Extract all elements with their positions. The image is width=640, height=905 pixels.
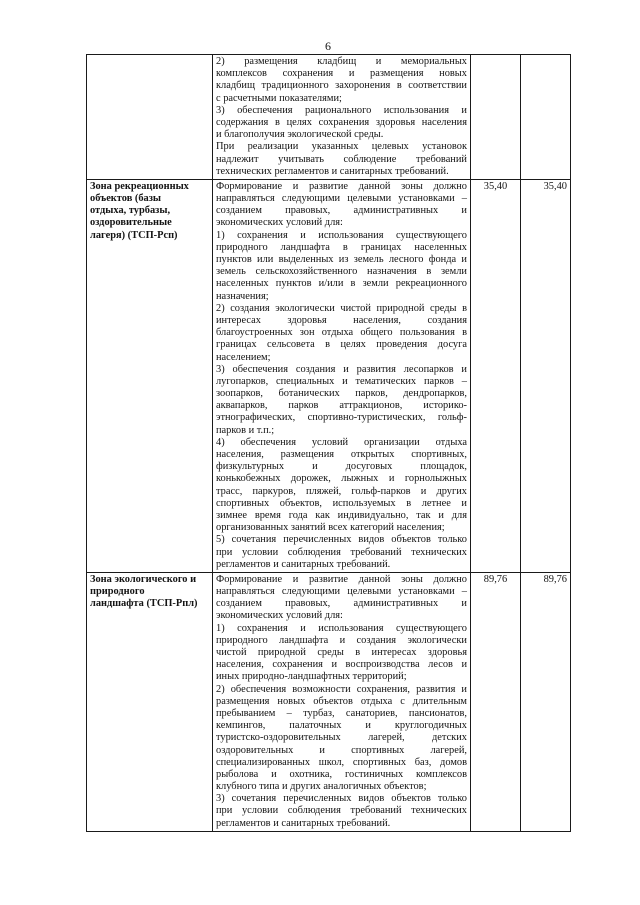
description-line: надлежит учитывать соблюдение требований — [216, 153, 467, 165]
zone-name-line: объектов (базы — [90, 193, 162, 205]
description-line: направляться следующими целевыми установками – — [216, 193, 467, 205]
description-line: экономических условий для: — [216, 610, 343, 622]
description-line: населенных пунктов и/или в земли рекреационного — [216, 278, 467, 290]
zone-name-line: лагеря) (ТСП-Рсп) — [90, 229, 178, 241]
description-line: физкультурных и досуговых площадок, — [216, 461, 467, 473]
description-cell — [213, 572, 471, 831]
description-line: при условии соблюдения требований технических — [216, 805, 467, 817]
area-value-cell-2 — [521, 55, 571, 180]
description-paragraph — [216, 303, 467, 364]
description-line: Формирование и развитие данной зоны должно — [216, 180, 467, 192]
zone-name-cell — [87, 179, 213, 572]
description-line: 3) сочетания перечисленных видов объектов только — [216, 793, 467, 805]
zone-name-line: природного — [90, 586, 145, 598]
table-row — [87, 179, 571, 572]
description-line: природного ландшафта в границах населенных — [216, 241, 467, 253]
description-paragraph — [216, 230, 467, 303]
description-line: кладбищ традиционного захоронения в соответствии — [216, 80, 467, 92]
description-line: 2) обеспечения возможности сохранения, развития и — [216, 683, 467, 695]
description-line: направляться следующими целевыми установками – — [216, 586, 467, 598]
description-line: комплексов сохранения и размещения новых — [216, 68, 467, 80]
description-paragraph — [216, 437, 467, 535]
description-line: аквапарков, парков аттракционов, историко- — [216, 400, 467, 412]
description-line: туристско-оздоровительных лагерей, детских — [216, 732, 467, 744]
description-line: 3) обеспечения рационального использования и — [216, 104, 467, 116]
area-value: 35,40 — [543, 180, 567, 192]
area-value-cell-1 — [471, 179, 521, 572]
description-line: этнографических, спортивно-туристических, гольф- — [216, 412, 467, 424]
description-line: чистой природной среды в интересах здоровья — [216, 647, 467, 658]
description-line: интересах здоровья населения, создания — [216, 314, 467, 326]
description-line: спортивных объектов, используемых в летнее и — [216, 497, 467, 509]
description-paragraph — [216, 181, 467, 230]
table-body — [87, 55, 571, 832]
area-value-cell-2 — [521, 572, 571, 831]
description-paragraph — [216, 105, 467, 142]
description-line: экономических условий для: — [216, 217, 343, 229]
description-paragraph — [216, 684, 467, 794]
description-line: созданием правовых, административных и — [216, 598, 467, 610]
description-line: 2) размещения кладбищ и мемориальных — [216, 56, 467, 67]
description-line: при условии соблюдения требований технических — [216, 546, 467, 558]
page-number: 6 — [325, 39, 331, 53]
description-line: трасс, паркуров, пляжей, гольф-парков и других — [216, 485, 467, 497]
description-line: пребыванием – турбаз, санаториев, пансионатов, — [216, 707, 467, 719]
description-line: Формирование и развитие данной зоны должно — [216, 573, 467, 585]
description-line: организованных занятий всех категорий населения; — [216, 522, 445, 534]
area-value: 35,40 — [483, 180, 508, 192]
table-row — [87, 55, 571, 180]
description-line: зимнее время года как индивидуально, так и для — [216, 509, 467, 521]
description-cell — [213, 179, 471, 572]
description-paragraph — [216, 623, 467, 684]
description-paragraph — [216, 141, 467, 178]
description-paragraph — [216, 56, 467, 105]
description-line: клубного типа и других аналогичных объектов; — [216, 781, 427, 793]
description-line: природного ландшафта и создания экологически — [216, 634, 467, 646]
zone-name-line: оздоровительные — [90, 217, 172, 229]
description-line: населения, сохранения и воспроизводства лесов и — [216, 659, 467, 671]
description-line: оздоровительных и спортивных лагерей, — [216, 744, 467, 756]
description-line: парков и т.п.; — [216, 424, 275, 436]
description-line: иных природно-ландшафтных территорий; — [216, 671, 407, 683]
description-paragraph — [216, 364, 467, 437]
description-line: 2) создания экологически чистой природной среды в — [216, 302, 467, 314]
description-line: 4) обеспечения условий организации отдыха — [216, 436, 467, 448]
description-line: содержания в целях сохранения здоровья населения — [216, 116, 467, 128]
description-line: населения, размещения открытых спортивных, — [216, 449, 467, 460]
description-line: 1) сохранения и использования существующего — [216, 229, 467, 241]
description-line: специализированных школ, спортивных баз, домов — [216, 756, 467, 768]
description-line: регламентов и санитарных требований. — [216, 558, 391, 570]
area-value: 89,76 — [483, 573, 508, 585]
description-paragraph — [216, 574, 467, 623]
description-line: конькобежных дорожек, лыжных и горнолыжных — [216, 473, 467, 485]
description-line: населением; — [216, 351, 271, 363]
description-cell — [213, 55, 471, 180]
description-line: земель сельскохозяйственного назначения в земли — [216, 266, 467, 278]
zoning-table — [86, 54, 571, 832]
table-row — [87, 572, 571, 831]
description-line: технических регламентов и санитарных требований. — [216, 165, 449, 177]
zone-name-cell — [87, 572, 213, 831]
description-paragraph — [216, 534, 467, 571]
zone-name-line: Зона рекреационных — [90, 180, 189, 192]
description-line: При реализации указанных целевых установок — [216, 141, 467, 153]
description-line: благоустроенных зон отдыха общего пользования в — [216, 327, 467, 339]
description-line: лугопарков, специальных и тематических парков – — [216, 375, 467, 387]
area-value-cell-1 — [471, 55, 521, 180]
description-line: рыболова и охотника, гостиничных комплексов — [216, 768, 467, 780]
zone-name-line: отдыха, турбазы, — [90, 205, 171, 217]
description-line: с расчетными показателями; — [216, 92, 342, 104]
description-line: 5) сочетания перечисленных видов объектов только — [216, 534, 467, 546]
description-line: пунктов или выделенных из земель лесного фонда и — [216, 254, 467, 265]
zone-name-cell — [87, 55, 213, 180]
area-value: 89,76 — [543, 573, 567, 585]
description-line: назначения; — [216, 290, 269, 302]
description-line: 3) обеспечения создания и развития лесопарков и — [216, 363, 467, 375]
zone-name-line: Зона экологического и — [90, 573, 197, 585]
description-line: регламентов и санитарных требований. — [216, 817, 391, 829]
area-value-cell-1 — [471, 572, 521, 831]
description-line: и благополучия экологической среды. — [216, 129, 384, 141]
description-line: границах сельсовета в целях проведения досуга — [216, 339, 467, 351]
description-paragraph — [216, 793, 467, 830]
description-line: размещения новых объектов отдыха с длительным — [216, 695, 467, 707]
description-line: кемпингов, палаточных и круглогодичных — [216, 720, 467, 732]
description-line: созданием правовых, административных и — [216, 205, 467, 217]
description-line: 1) сохранения и использования существующего — [216, 622, 467, 634]
description-line: зоопарков, ботанических парков, дендропарков, — [216, 388, 467, 400]
zone-name-line: ландшафта (ТСП-Рпл) — [90, 598, 198, 610]
area-value-cell-2 — [521, 179, 571, 572]
